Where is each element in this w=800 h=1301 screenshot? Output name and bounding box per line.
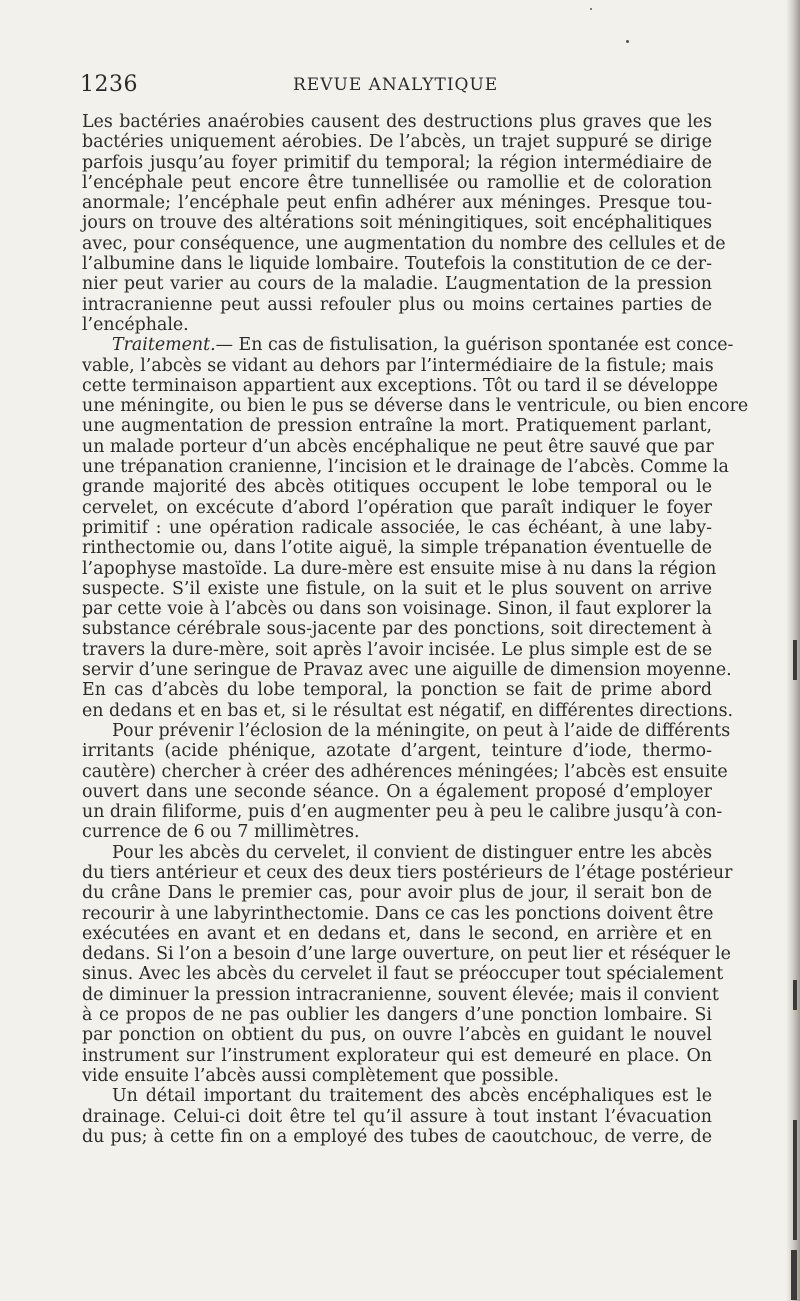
text-line — [82, 375, 718, 396]
text-line — [82, 112, 712, 132]
line-text: anormale; l’encéphale peut enfin adhérer aux méninges. Presque tou- — [82, 193, 712, 214]
line-text: avec, pour conséquence, une augmentation du nombre des cellules et de — [82, 233, 726, 254]
edge-mark — [793, 1120, 797, 1240]
line-text: une trépanation cranienne, l’incision et le drainage de l’abcès. Comme la — [82, 457, 729, 478]
text-line — [82, 984, 719, 1005]
text-line — [82, 883, 712, 903]
line-text: à ce propos de ne pas oublier les dangers d’une ponction lombaire. Si — [82, 1005, 712, 1026]
line-text: du crâne Dans le premier cas, pour avoir plus de jour, il serait bon de — [82, 883, 712, 904]
text-line — [82, 741, 712, 761]
text-line — [82, 802, 723, 823]
line-text: Les bactéries anaérobies causent des destructions plus graves que les — [82, 112, 712, 132]
text-line — [82, 518, 712, 538]
text-line — [82, 274, 712, 294]
text-line — [82, 538, 712, 558]
section-heading: Traitement. — [112, 335, 216, 356]
running-title: REVUE ANALYTIQUE — [293, 75, 499, 95]
page-header — [80, 72, 720, 106]
text-line — [82, 193, 712, 213]
line-text: rinthectomie ou, dans l’otite aiguë, la simple trépanation éventuelle de — [82, 538, 712, 559]
line-text: par ponction on obtient du pus, on ouvre l’abcès en guidant le nouvel — [82, 1025, 712, 1046]
line-text: cervelet, on excécute d’abord l’opération que paraît indiquer le foyer — [82, 497, 712, 518]
line-text: l’encéphale. — [82, 314, 189, 335]
line-text: vide ensuite l’abcès aussi complètement que possible. — [82, 1065, 560, 1086]
line-text: une méningite, ou bien le pus se déverse dans le ventricule, ou bien encore — [82, 396, 749, 417]
line-text: Pour prévenir l’éclosion de la méningite, on peut à l’aide de différents — [112, 720, 731, 741]
line-text: en dedans et en bas et, si le résultat est négatif, en différentes directions. — [82, 700, 734, 721]
text-line — [82, 416, 712, 436]
text-line — [82, 558, 717, 579]
text-line — [82, 904, 712, 924]
text-line — [82, 862, 733, 883]
line-text: substance cérébrale sous-jacente par des ponctions, soit directement à — [82, 619, 712, 640]
line-text: cette terminaison appartient aux exceptions. Tôt ou tard il se développe — [82, 375, 718, 396]
text-line — [82, 396, 749, 417]
text-line — [82, 619, 712, 639]
text-line — [82, 944, 731, 965]
text-line — [82, 1107, 712, 1127]
text-line — [82, 295, 712, 315]
text-line — [82, 660, 732, 681]
article-body — [82, 112, 749, 1147]
line-text: recourir à une labyrinthectomie. Dans ce cas les ponctions doivent être — [82, 903, 714, 924]
line-text: parfois jusqu’au foyer primitif du temporal; la région intermédiaire de — [82, 152, 712, 173]
line-text: travers la dure-mère, soit après l’avoir incisée. Le plus simple est de se — [82, 639, 713, 660]
line-text: l’albumine dans le liquide lombaire. Toutefois la constitution de ce der- — [82, 254, 712, 275]
text-line — [82, 1066, 712, 1086]
line-text: irritants (acide phénique, azotate d’argent, teinture d’iode, thermo- — [82, 741, 712, 762]
line-text: jours on trouve des altérations soit méningitiques, soit encéphalitiques — [82, 213, 712, 234]
line-text: de diminuer la pression intracranienne, souvent élevée; mais il convient — [82, 984, 719, 1005]
text-line — [82, 477, 712, 497]
stray-dot — [626, 40, 629, 43]
text-line — [82, 964, 724, 985]
edge-mark — [793, 980, 797, 1010]
line-text: currence de 6 ou 7 millimètres. — [82, 822, 360, 843]
line-text: instrument sur l’instrument explorateur qui est demeuré en place. On — [82, 1045, 712, 1066]
text-line — [82, 315, 712, 335]
line-text: l’apophyse mastoïde. La dure-mère est ensuite mise à nu dans la région — [82, 558, 717, 579]
line-text: nier peut varier au cours de la maladie. L’augmentation de la pression — [82, 274, 712, 295]
line-text: du tiers antérieur et ceux des deux tiers postérieurs de l’étage postérieur — [82, 862, 733, 883]
text-line — [82, 335, 734, 356]
text-line — [82, 457, 729, 478]
line-text: Un détail important du traitement des abcès encéphaliques est le — [112, 1086, 712, 1107]
page-edge — [786, 0, 800, 1301]
stray-dot — [590, 8, 592, 10]
line-text: dedans. Si l’on a besoin d’une large ouverture, on peut lier et réséquer le — [82, 944, 731, 965]
text-line — [82, 640, 712, 660]
text-line — [82, 153, 712, 173]
line-text: exécutées en avant et en dedans et, dans le second, en arrière et en — [82, 923, 712, 944]
text-line — [82, 1046, 712, 1066]
line-text: bactéries uniquement aérobies. De l’abcès, un trajet suppuré se dirige — [82, 132, 712, 153]
text-line — [82, 356, 712, 376]
text-line — [82, 700, 734, 721]
line-text: primitif : une opération radicale associée, le cas échéant, à une laby- — [82, 517, 712, 538]
line-text: En cas d’abcès du lobe temporal, la ponction se fait de prime abord — [82, 680, 712, 701]
line-text: drainage. Celui-ci doit être tel qu’il assure à tout instant l’évacuation — [82, 1106, 712, 1127]
line-text: sinus. Avec les abcès du cervelet il faut se préoccuper tout spécialement — [82, 964, 724, 985]
text-line — [82, 1086, 712, 1106]
text-line — [82, 599, 712, 619]
line-text: vable, l’abcès se vidant au dehors par l’intermédiaire de la fistule; mais — [82, 355, 714, 376]
text-line — [82, 213, 712, 233]
text-line — [82, 924, 712, 944]
page-number: 1236 — [80, 72, 138, 97]
text-line — [82, 782, 712, 802]
text-line — [82, 233, 726, 254]
line-text: ouvert dans une seconde séance. On a également proposé d’employer — [82, 781, 712, 802]
text-line — [82, 680, 712, 700]
line-text: servir d’une seringue de Pravaz avec une aiguille de dimension moyenne. — [82, 660, 732, 681]
text-line — [82, 1005, 712, 1025]
text-line — [82, 843, 712, 863]
text-line — [82, 579, 712, 599]
line-text: suspecte. S’il existe une fistule, on la suit et le plus souvent on arrive — [82, 578, 712, 599]
line-text: une augmentation de pression entraîne la mort. Pratiquement parlant, — [82, 416, 712, 437]
line-text: du pus; à cette fin on a employé des tubes de caoutchouc, de verre, de — [82, 1126, 712, 1147]
line-text: l’encéphale peut encore être tunnellisée ou ramollie et de coloration — [82, 172, 712, 193]
line-text: intracranienne peut aussi refouler plus ou moins certaines parties de — [82, 294, 712, 315]
edge-mark — [793, 640, 797, 680]
line-text: cautère) chercher à créer des adhérences méningées; l’abcès est ensuite — [82, 761, 728, 782]
text-line — [82, 254, 712, 274]
text-line — [82, 173, 712, 193]
text-line — [82, 132, 712, 152]
line-text: un malade porteur d’un abcès encéphalique ne peut être sauvé que par — [82, 436, 714, 457]
text-line — [82, 498, 712, 518]
line-text: Pour les abcès du cervelet, il convient de distinguer entre les abcès — [112, 842, 712, 863]
edge-mark — [791, 1250, 797, 1300]
text-line — [82, 1025, 712, 1045]
line-text: par cette voie à l’abcès ou dans son voisinage. Sinon, il faut explorer la — [82, 599, 712, 620]
line-text: — En cas de fistulisation, la guérison spontanée est conce- — [215, 335, 734, 356]
text-line — [82, 822, 712, 842]
line-text: un drain filiforme, puis d’en augmenter peu à peu le calibre jusqu’à con- — [82, 802, 723, 823]
text-line — [82, 761, 728, 782]
text-line — [82, 1127, 712, 1147]
line-text: grande majorité des abcès otitiques occupent le lobe temporal ou le — [82, 477, 712, 498]
text-line — [82, 437, 712, 457]
text-line — [82, 720, 731, 741]
